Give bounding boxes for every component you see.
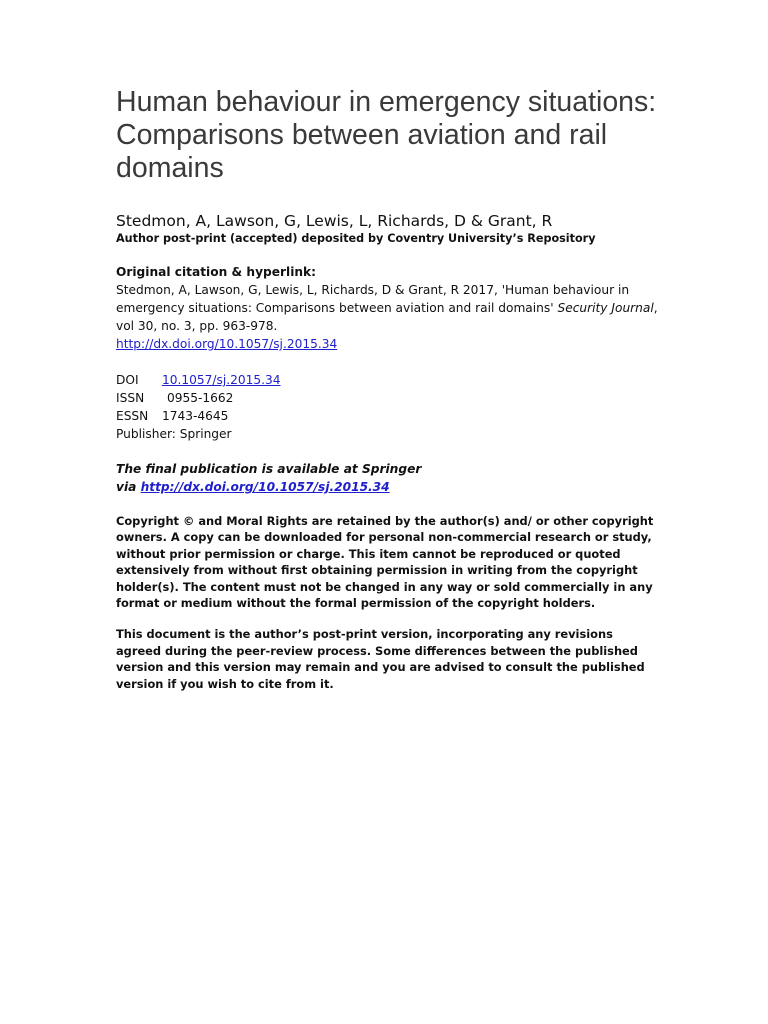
postprint-paragraph: This document is the author’s post-print version, incorporating any revisions agreed during the peer-review process. Some differences between the published version and this version may remain and you are advised to consult the published version if you wish to cite from it.	[116, 627, 645, 691]
doi-link[interactable]: 10.1057/sj.2015.34	[162, 373, 281, 387]
issn-label: ISSN	[116, 391, 145, 405]
issn-row	[116, 389, 661, 407]
final-publication-link[interactable]: http://dx.doi.org/10.1057/sj.2015.34	[140, 480, 390, 494]
document-title: Human behaviour in emergency situations: Comparisons between aviation and rail domains	[116, 86, 657, 184]
doi-label: DOI	[116, 373, 139, 387]
postprint-note: Author post-print (accepted) deposited by Coventry University’s Repository	[116, 232, 596, 245]
citation-text-part1: Stedmon, A, Lawson, G, Lewis, L, Richards, D & Grant, R 2017, 'Human behaviour in emergency situations: Comparisons between aviation and rail domains'	[116, 283, 630, 315]
citation-text	[116, 281, 661, 335]
issn-value: 0955-1662	[167, 391, 234, 405]
citation-text-part2: , vol 30, no. 3, pp. 963-978.	[116, 301, 658, 333]
authors-line: Stedmon, A, Lawson, G, Lewis, L, Richards, D & Grant, R	[116, 212, 553, 230]
publisher-line: Publisher: Springer	[116, 427, 232, 441]
doi-row	[116, 371, 661, 389]
document-page	[116, 86, 661, 692]
citation-heading: Original citation & hyperlink:	[116, 265, 317, 279]
essn-label: ESSN	[116, 409, 149, 423]
citation-section	[116, 263, 661, 353]
copyright-paragraph: Copyright © and Moral Rights are retained by the author(s) and/ or other copyright owners. A copy can be downloaded for personal non-commercial research or study, without prior permission or charge. This item cannot be reproduced or quoted extensively from without first obtaining permission in writing from the copyright holder(s). The content must not be changed in any way or sold commercially in any format or medium without the formal permission of the copyright holders.	[116, 514, 654, 611]
essn-row	[116, 407, 661, 425]
final-publication-section	[116, 460, 661, 496]
essn-value: 1743-4645	[162, 409, 229, 423]
final-publication-via: via	[116, 480, 141, 494]
citation-link[interactable]: http://dx.doi.org/10.1057/sj.2015.34	[116, 337, 338, 351]
citation-journal: Security Journal	[557, 301, 654, 315]
final-publication-line: The final publication is available at Springer	[116, 462, 422, 476]
identifiers-section	[116, 371, 661, 443]
